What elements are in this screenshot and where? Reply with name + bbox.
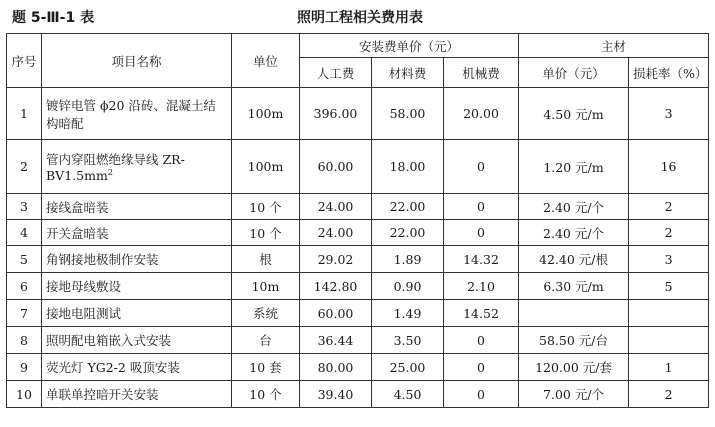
- cell-machine: 0: [444, 354, 519, 381]
- table-id: 题 5-Ⅲ-1 表: [12, 10, 95, 26]
- cell-machine: 14.52: [444, 300, 519, 327]
- cell-unit: 10 个: [232, 194, 300, 220]
- table-row: [7, 327, 709, 354]
- cell-unit: 100m: [232, 88, 300, 140]
- header-machine: 机械费: [444, 58, 519, 88]
- cell-loss: 16: [629, 140, 709, 194]
- cell-unit: 10 个: [232, 381, 300, 408]
- cell-labor: 39.40: [300, 381, 372, 408]
- cell-index: 10: [7, 381, 42, 408]
- cell-loss: 5: [629, 273, 709, 300]
- cell-name: 接线盒暗装: [42, 194, 232, 220]
- cell-loss: [629, 327, 709, 354]
- cell-loss: 2: [629, 381, 709, 408]
- cell-index: 6: [7, 273, 42, 300]
- cell-labor: 60.00: [300, 300, 372, 327]
- cell-machine: 2.10: [444, 273, 519, 300]
- cell-name-text: 管内穿阻燃绝缘导线 ZR-BV1.5mm: [46, 152, 185, 183]
- cell-index: 7: [7, 300, 42, 327]
- cell-price: 7.00 元/个: [519, 381, 629, 408]
- cell-unit: 10 个: [232, 220, 300, 246]
- cell-loss: 3: [629, 246, 709, 273]
- cell-index: 5: [7, 246, 42, 273]
- cell-material: 58.00: [372, 88, 444, 140]
- cell-material: 18.00: [372, 140, 444, 194]
- cell-machine: 0: [444, 381, 519, 408]
- header-material: 材料费: [372, 58, 444, 88]
- cell-name: 荧光灯 YG2-2 吸顶安装: [42, 354, 232, 381]
- cell-unit: 台: [232, 327, 300, 354]
- cell-index: 8: [7, 327, 42, 354]
- cell-machine: 20.00: [444, 88, 519, 140]
- header-install-group: 安装费单价（元）: [300, 34, 519, 58]
- cell-name: 照明配电箱嵌入式安装: [42, 327, 232, 354]
- cell-labor: 24.00: [300, 220, 372, 246]
- cell-loss: 2: [629, 220, 709, 246]
- cell-material: 1.49: [372, 300, 444, 327]
- cell-machine: 0: [444, 327, 519, 354]
- cell-labor: 80.00: [300, 354, 372, 381]
- cell-price: 42.40 元/根: [519, 246, 629, 273]
- header-index: 序号: [7, 34, 42, 88]
- cell-unit: 根: [232, 246, 300, 273]
- cell-name: 接地电阻测试: [42, 300, 232, 327]
- cell-material: 0.90: [372, 273, 444, 300]
- cell-material: 25.00: [372, 354, 444, 381]
- cell-index: 4: [7, 220, 42, 246]
- cell-unit: 100m: [232, 140, 300, 194]
- table-row: [7, 140, 709, 194]
- cell-unit: 10m: [232, 273, 300, 300]
- cell-price: 120.00 元/套: [519, 354, 629, 381]
- cell-loss: 1: [629, 354, 709, 381]
- cell-price: 1.20 元/m: [519, 140, 629, 194]
- cell-material: 3.50: [372, 327, 444, 354]
- table-title: 照明工程相关费用表: [297, 10, 423, 26]
- cell-name: 镀锌电管 ϕ20 沿砖、混凝土结构暗配: [42, 88, 232, 140]
- cell-labor: 142.80: [300, 273, 372, 300]
- table-row: [7, 354, 709, 381]
- cell-index: 9: [7, 354, 42, 381]
- cell-price: 2.40 元/个: [519, 194, 629, 220]
- cell-price: 58.50 元/台: [519, 327, 629, 354]
- cell-machine: 14.32: [444, 246, 519, 273]
- cell-index: 2: [7, 140, 42, 194]
- cell-material: 4.50: [372, 381, 444, 408]
- cell-labor: 36.44: [300, 327, 372, 354]
- table-row: [7, 194, 709, 220]
- cell-material: 1.89: [372, 246, 444, 273]
- header-price: 单价（元）: [519, 58, 629, 88]
- cell-name: 单联单控暗开关安装: [42, 381, 232, 408]
- cell-material: 22.00: [372, 220, 444, 246]
- table-header-bar: [0, 0, 715, 30]
- cell-labor: 60.00: [300, 140, 372, 194]
- cell-machine: 0: [444, 220, 519, 246]
- cell-labor: 24.00: [300, 194, 372, 220]
- table-row: [7, 381, 709, 408]
- cell-price: 4.50 元/m: [519, 88, 629, 140]
- table-row: [7, 220, 709, 246]
- cell-labor: 396.00: [300, 88, 372, 140]
- cell-labor: 29.02: [300, 246, 372, 273]
- cell-price: [519, 300, 629, 327]
- table-row: [7, 246, 709, 273]
- table-row: [7, 88, 709, 140]
- cost-table: [6, 33, 709, 408]
- header-main-group: 主材: [519, 34, 709, 58]
- table-row: [7, 300, 709, 327]
- cell-name-superscript: 2: [107, 167, 113, 177]
- cell-index: 1: [7, 88, 42, 140]
- cell-price: 2.40 元/个: [519, 220, 629, 246]
- cell-machine: 0: [444, 194, 519, 220]
- cell-name: 角钢接地极制作安装: [42, 246, 232, 273]
- cell-name: 开关盒暗装: [42, 220, 232, 246]
- cell-loss: 2: [629, 194, 709, 220]
- cell-material: 22.00: [372, 194, 444, 220]
- cell-unit: 10 套: [232, 354, 300, 381]
- header-loss: 损耗率（%）: [629, 58, 709, 88]
- cell-name: [42, 140, 232, 194]
- cell-name: 接地母线敷设: [42, 273, 232, 300]
- header-name: 项目名称: [42, 34, 232, 88]
- cell-machine: 0: [444, 140, 519, 194]
- cell-price: 6.30 元/m: [519, 273, 629, 300]
- table-row: [7, 273, 709, 300]
- header-unit: 单位: [232, 34, 300, 88]
- cell-unit: 系统: [232, 300, 300, 327]
- header-labor: 人工费: [300, 58, 372, 88]
- cell-loss: [629, 300, 709, 327]
- cell-loss: 3: [629, 88, 709, 140]
- cell-index: 3: [7, 194, 42, 220]
